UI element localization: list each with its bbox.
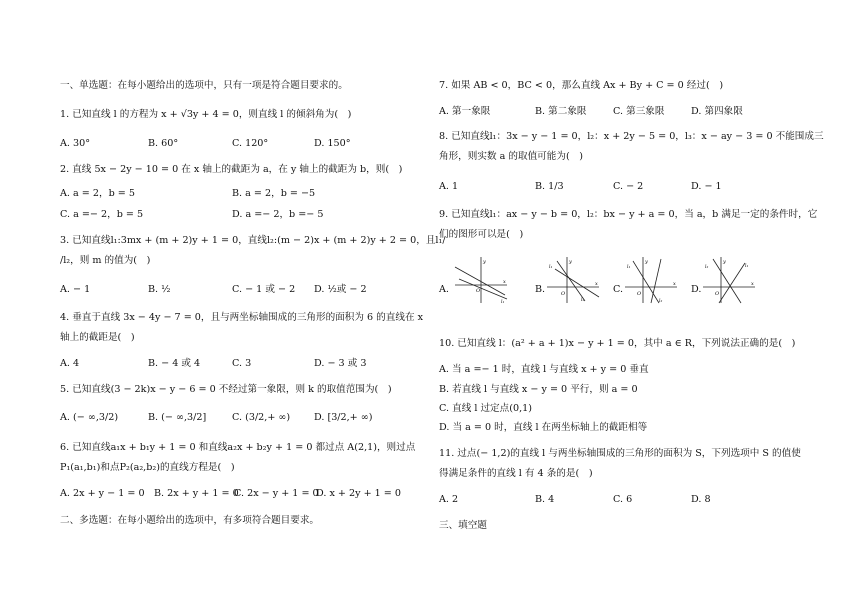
question-8-stem-line1: 8. 已知直线l₁：3x − y − 1 = 0，l₂：x + 2y − 5 = 0，l₃：x − ay − 3 = 0 不能围成三: [439, 131, 824, 142]
origin-label: O: [715, 291, 720, 297]
question-10-stem: 10. 已知直线 l：(a² + a + 1)x − y + 1 = 0，其中 a ∈ R，下列说法正确的是( ): [439, 338, 796, 349]
option-d[interactable]: D. 第四象限: [691, 106, 743, 117]
question-10-option-d[interactable]: D. 当 a = 0 时，直线 l 在两坐标轴上的截距相等: [439, 422, 648, 433]
option-c[interactable]: C. − 2: [613, 181, 644, 192]
line-l1-label: l₁: [627, 265, 631, 270]
graph-b: [545, 255, 601, 305]
option-c[interactable]: C. 120°: [232, 138, 269, 149]
question-8-stem-line2: 角形，则实数 a 的取值可能为( ): [439, 151, 584, 162]
option-b[interactable]: B. 1/3: [535, 181, 564, 192]
option-a[interactable]: A. 2: [439, 494, 459, 505]
option-b[interactable]: B. 60°: [148, 138, 179, 149]
option-c[interactable]: C. a =− 2，b = 5: [60, 209, 144, 220]
question-9-stem-line2: 们的图形可以是( ): [439, 229, 524, 240]
line-l2-label: l₂: [581, 298, 585, 303]
option-c[interactable]: C. − 1 或 − 2: [232, 284, 296, 295]
question-10-option-b[interactable]: B. 若直线 l 与直线 x − y = 0 平行，则 a = 0: [439, 384, 638, 395]
option-d[interactable]: D. 150°: [314, 138, 351, 149]
question-4-stem-line1: 4. 垂直于直线 3x − 4y − 7 = 0，且与两坐标轴围成的三角形的面积为 6 的直线在 x: [60, 312, 424, 323]
question-3-stem-line2: /l₂，则 m 的值为( ): [60, 255, 151, 266]
origin-label: O: [637, 291, 642, 297]
option-b[interactable]: B. ½: [148, 284, 171, 295]
question-3-stem-line1: 3. 已知直线l₁:3mx + (m + 2)y + 1 = 0，直线l₂:(m − 2)x + (m + 2)y + 2 = 0，且l₁/: [60, 235, 446, 246]
option-a[interactable]: A. a = 2，b = 5: [60, 188, 135, 199]
axis-y-label: y: [569, 259, 572, 265]
section-heading-fill-in: 三、填空题: [439, 520, 487, 531]
origin-label: O: [476, 288, 481, 294]
line-l2-label: l₂: [659, 299, 663, 304]
option-a[interactable]: A. 第一象限: [439, 106, 491, 117]
option-a[interactable]: A. (− ∞,3/2): [60, 412, 119, 423]
option-c[interactable]: C. 6: [613, 494, 633, 505]
axis-y-label: y: [483, 259, 486, 265]
graph-c: [623, 255, 679, 305]
option-a[interactable]: A. 4: [60, 358, 80, 369]
graph-d: [701, 255, 757, 305]
option-b[interactable]: B. 4: [535, 494, 555, 505]
question-9-stem-line1: 9. 已知直线l₁：ax − y − b = 0，l₂：bx − y + a = 0，当 a，b 满足一定的条件时，它: [439, 209, 818, 220]
option-c[interactable]: C. 第三象限: [613, 106, 665, 117]
section-heading-multiple-choice: 二、多选题：在每小题给出的选项中，有多项符合题目要求。: [60, 515, 320, 526]
graph-a: [453, 255, 509, 305]
option-a[interactable]: A. 1: [439, 181, 459, 192]
option-c[interactable]: C. 2x − y + 1 = 0: [234, 488, 319, 499]
option-a[interactable]: A. 2x + y − 1 = 0: [60, 488, 145, 499]
question-6-stem-line2: P₁(a₁,b₁)和点P₂(a₂,b₂)的直线方程是( ): [60, 462, 235, 473]
option-c[interactable]: C.: [613, 284, 624, 295]
option-b[interactable]: B. a = 2，b = −5: [232, 188, 316, 199]
option-b[interactable]: B. 2x + y + 1 = 0: [154, 488, 239, 499]
question-10-option-c[interactable]: C. 直线 l 过定点(0,1): [439, 403, 532, 414]
option-a[interactable]: A.: [439, 284, 449, 295]
axis-x-label: x: [595, 281, 598, 287]
option-b[interactable]: B. − 4 或 4: [148, 358, 201, 369]
option-c[interactable]: C. (3/2,+ ∞): [232, 412, 291, 423]
line-l1-label: l₁: [501, 300, 505, 305]
question-10-option-a[interactable]: A. 当 a =− 1 时，直线 l 与直线 x + y = 0 垂直: [439, 364, 649, 375]
origin-label: O: [561, 291, 566, 297]
question-11-stem-line2: 得满足条件的直线 l 有 4 条的是( ): [439, 468, 593, 479]
question-11-stem-line1: 11. 过点(− 1,2)的直线 l 与两坐标轴围成的三角形的面积为 S，下列选项中 S 的值使: [439, 448, 801, 459]
question-1-stem: 1. 已知直线 l 的方程为 x + √3y + 4 = 0，则直线 l 的倾斜角为( ): [60, 109, 352, 120]
option-c[interactable]: C. 3: [232, 358, 252, 369]
option-a[interactable]: A. − 1: [60, 284, 91, 295]
option-d[interactable]: D. 8: [691, 494, 711, 505]
option-d[interactable]: D.: [691, 284, 702, 295]
question-2-stem: 2. 直线 5x − 2y − 10 = 0 在 x 轴上的截距为 a，在 y 轴上的截距为 b，则( ): [60, 164, 403, 175]
option-b[interactable]: B.: [535, 284, 546, 295]
line-l1-label: l₁: [549, 265, 553, 270]
question-7-stem: 7. 如果 AB < 0，BC < 0，那么直线 Ax + By + C = 0 经过( ): [439, 80, 724, 91]
question-6-stem-line1: 6. 已知直线a₁x + b₁y + 1 = 0 和直线a₂x + b₂y + 1 = 0 都过点 A(2,1)，则过点: [60, 442, 416, 453]
section-heading-single-choice: 一、单选题：在每小题给出的选项中，只有一项是符合题目要求的。: [60, 80, 348, 91]
axis-x-label: x: [751, 281, 754, 287]
option-d[interactable]: D. a =− 2，b =− 5: [232, 209, 324, 220]
option-d[interactable]: D. [3/2,+ ∞): [314, 412, 373, 423]
option-d[interactable]: D. − 1: [691, 181, 722, 192]
line-l2-label: l₂: [705, 265, 709, 270]
question-4-stem-line2: 轴上的截距是( ): [60, 332, 135, 343]
line-l1-label: l₁: [745, 264, 749, 269]
axis-x-label: x: [503, 279, 506, 285]
option-b[interactable]: B. (− ∞,3/2]: [148, 412, 207, 423]
option-a[interactable]: A. 30°: [60, 138, 91, 149]
option-b[interactable]: B. 第二象限: [535, 106, 587, 117]
axis-y-label: y: [645, 259, 648, 265]
option-d[interactable]: D. − 3 或 3: [314, 358, 367, 369]
option-d[interactable]: D. ½或 − 2: [314, 284, 367, 295]
option-d[interactable]: D. x + 2y + 1 = 0: [316, 488, 402, 499]
question-5-stem: 5. 已知直线(3 − 2k)x − y − 6 = 0 不经过第一象限，则 k 的取值范围为( ): [60, 384, 392, 395]
axis-x-label: x: [673, 281, 676, 287]
axis-y-label: y: [723, 259, 726, 265]
